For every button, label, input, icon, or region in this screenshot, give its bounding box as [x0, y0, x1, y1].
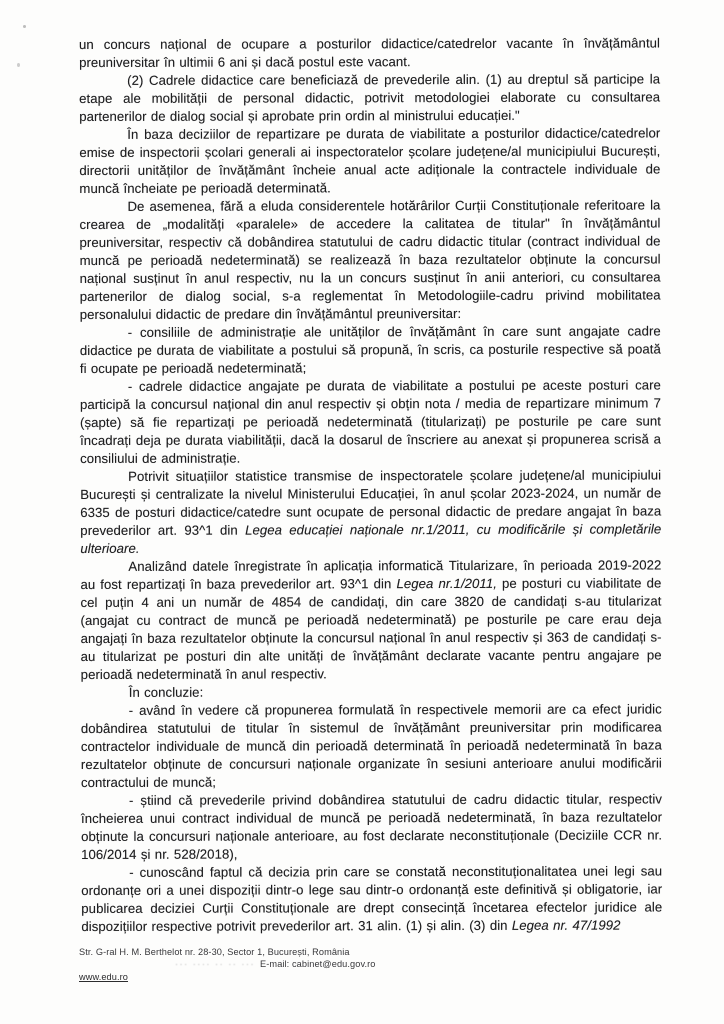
paragraph-text: Potrivit situațiilor statistice transmise de inspectoratele școlare județene/al municipiului București și centralizate la nivelul Ministerului Educației, în anul școlar 2023-2024, un număr de 6335 de posturi didactice/catedre sunt ocupate de personal didactic de predare angajat în baza prevederilor art. 93^1 din [80, 467, 662, 538]
paragraph-text: - cadrele didactice angajate pe durata de viabilitate a postului pe aceste posturi care participă la concursul național din anul respectiv și obțin nota / media de repartizare minimum 7 (șapte) să fie repartizați pe perioadă nedeterminată (titularizați) pe posturile pe care sunt încadrați deja pe durata viabilității, dacă la dosarul de înscriere au anexat și propunerea scrisă a consiliului de administrație. [79, 377, 662, 466]
footer-website-line [79, 970, 639, 984]
body-list-item [81, 862, 662, 936]
footer-email: E-mail: cabinet@edu.gov.ro [260, 958, 376, 969]
paragraph-text: (2) Cadrele didactice care beneficiază de prevederile alin. (1) au dreptul să participe la etape ale mobilității de personal didactic, potrivit metodologiei elaborate cu consultarea partenerilor de dialog social și aprobate prin ordin al ministrului educației." [79, 71, 661, 124]
footer-contact-line [175, 959, 639, 971]
body-paragraph [79, 124, 660, 198]
paragraph-text: De asemenea, fără a eluda considerentele hotărârilor Curții Constituționale referitoare la crearea de „modalități «paralele» de accedere la calitatea de titular" în învățământul preuniversitar, respectiv că dobândirea statutului de cadru didactic titular (contract individual de muncă pe perioadă nedeterminată) se realizează în baza rezultatelor obținute la concursul național susținut în anul respectiv, nu la un concurs susținut în anii anteriori, cu consultarea partenerilor de dialog social, s-a reglementat în Metodologiile-cadru privind mobilitatea personalului didactic de predare din învățământul preuniversitar: [79, 197, 661, 322]
scan-speck [17, 63, 20, 67]
body-list-item [80, 322, 661, 378]
document-body [79, 34, 662, 936]
paragraph-text: un concurs național de ocupare a posturilor didactice/catedrelor vacante în învățământul preuniversitar în ultimii 6 ani și dacă postul este vacant. [79, 35, 661, 70]
law-reference-italic: Legea nr. 47/1992 [511, 917, 621, 933]
body-paragraph [79, 70, 660, 126]
footer-faded-print: ··· ···· ·· ·· ··· [175, 958, 256, 969]
scan-speck [23, 25, 26, 28]
body-paragraph [81, 682, 662, 702]
law-reference-italic: Legea nr.1/2011, [396, 575, 497, 592]
paragraph-text: În concluzie: [128, 684, 204, 700]
footer-address: Str. G-ral H. M. Berthelot nr. 28-30, Sector 1, București, România [79, 947, 350, 957]
paragraph-text: În baza deciziilor de repartizare pe durata de viabilitate a posturilor didactice/catedrelor emise de inspectorii școlari generali ai inspectoratelor școlare județene/al municipiului București, directorii unităților de învățământ încheie anual acte adiționale la contractele individuale de muncă încheiate pe perioadă determinată. [79, 125, 661, 196]
paragraph-text: - consiliile de administrație ale unităților de învățământ în care sunt angajate cadre didactice pe durata de viabilitate a postului să propună, în scris, ca posturile respective să poată fi ocupate pe perioadă nedeterminată; [79, 323, 661, 376]
footer-website-link: www.edu.ro [79, 972, 129, 982]
paragraph-text: pe posturi cu viabilitate de cel puțin 4 ani un număr de 4854 de candidați, din care 3820 de candidați s-au titularizat (angajat cu contract de muncă pe perioadă nedeterminată) pe posturile pe care erau deja angajați în baza rezultatelor obținute la concursul național în anul respectiv și 363 de candidați s-au titularizat pe posturi din alte unități de învățământ declarate vacante pentru angajare pe perioadă nedeterminată în anul respectiv. [80, 575, 662, 682]
paragraph-text: - cunoscând faptul că decizia prin care se constată neconstituționalitatea unei legi sau ordonanțe ori a unei dispoziții dintr-o lege sau dintr-o ordonanță este definitivă și obligatorie, iar publicarea deciziei Curții Constituționale are drept consecință încetarea efectelor juridice ale dispozițiilor respective potrivit prevederilor art. 31 alin. (1) și alin. (3) din [81, 863, 663, 934]
body-list-item [80, 376, 661, 468]
paragraph-text: - având în vedere că propunerea formulată în respectivele memorii are ca efect juridic dobândirea statutului de titular în sistemul de învățământ preuniversitar prin modificarea contractelor individuale de muncă din perioadă determinată în perioadă nedeterminată în baza rezultatelor obținute de concursuri naționale organizate în sesiuni anterioare anului modificării contractului de muncă; [80, 701, 662, 790]
body-list-item [81, 700, 662, 792]
body-paragraph [79, 34, 660, 72]
page-footer [79, 947, 639, 984]
body-list-item [81, 790, 662, 864]
law-reference-italic: Legea educației naționale nr.1/2011, cu modificările și completările ulterioare. [80, 521, 662, 556]
paragraph-text: Analizând datele înregistrate în aplicația informatică Titularizare, în perioada 2019-2022 au fost repartizați în baza prevederilor art. 93^1 din [80, 557, 662, 592]
body-paragraph [80, 466, 661, 558]
paragraph-text: - știind că prevederile privind dobândirea statutului de cadru didactic titular, respectiv încheierea unui contract individual de muncă pe perioadă nedeterminată, în baza rezultatelor obținute la concursuri naționale anterioare, au fost declarate neconstituționale (Deciziile CCR nr. 106/2014 și nr. 528/2018), [81, 791, 663, 862]
body-paragraph [79, 196, 660, 324]
body-paragraph [80, 556, 661, 684]
